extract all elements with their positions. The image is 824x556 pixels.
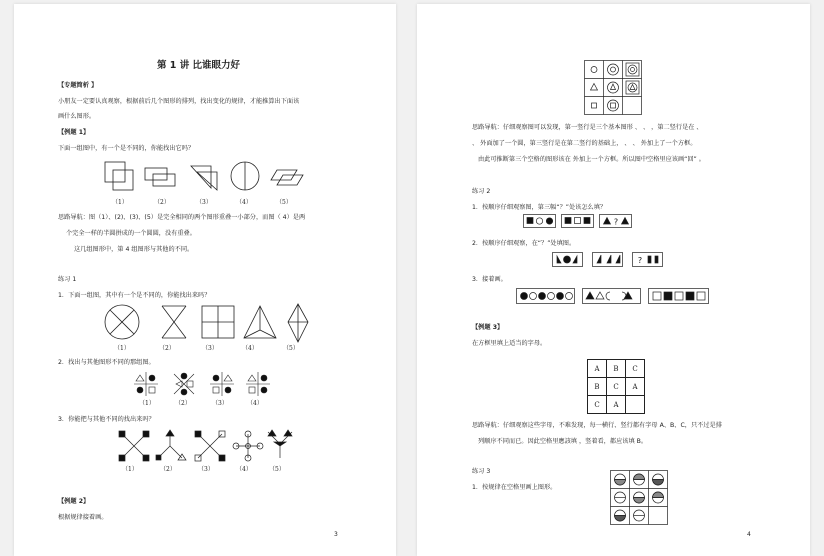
practice1-q3-label-4: （4） [236,466,252,473]
practice1-q1-label-1: （1） [114,345,130,352]
practice1-q2-label-1: （1） [139,400,155,407]
example1-label-4: （4） [236,199,252,206]
example2-guide-3: 由此可推断第三个空格的图形该在 外加上一个方框。所以图中空格里应该画“回” 。 [478,156,705,163]
example1-label-5: （5） [276,199,292,206]
sequence-box-9 [649,289,709,304]
example1-question: 下面一组图中，有一个是不同的，你能找出它吗？ [58,145,195,152]
grid-cell: A [588,360,607,378]
practice2-question-2: 2．按顺序仔细观察，在“？”处填图。 [472,240,576,247]
grid-cell: C [607,378,626,396]
example1-guide-3: 这几组图形中，第 4 组图形与其他的不同。 [74,246,194,253]
page-number: 4 [747,531,751,538]
question-mark-2: ? [637,256,643,265]
overlap-squares-shape-1b [113,170,133,190]
practice2-heading: 练习 2 [472,188,491,195]
grid-cell: B [607,360,626,378]
example3-letter-grid [587,359,645,414]
grid-cell-empty [626,396,645,414]
example1-label-3: （3） [196,199,212,206]
overlap-triangles-shape-3b [197,172,217,190]
practice2-q2-sequence [552,252,672,268]
grid-cell: A [626,378,645,396]
practice3-circle-grid [610,470,670,528]
example3-question: 在方框里填上适当的字母。 [472,340,547,347]
intro-line-1: 小朋友一定要认真观察，根据前后几个图形的排列，找出变化的规律，才能推算出下面该 [58,98,300,105]
symbol-group-3 [210,372,234,396]
example2-question: 根据规律接着画。 [58,514,108,521]
practice1-q3-label-2: （2） [160,466,176,473]
practice2-question-1: 1．按顺序仔细观察图，第三幅“？”处该怎么填？ [472,204,607,211]
practice3-question-1: 1．按规律在空格里画上图形。 [472,484,557,491]
example1-guide-2: 个完全一样的半圆拼成的一个圆圆，没有重叠。 [66,230,196,237]
grid-border [585,61,642,115]
practice1-q3-label-3: （3） [198,466,214,473]
practice2-question-3: 3．接着画。 [472,276,507,283]
practice1-question-2: 2．找出与其他图形不同的那组图。 [58,359,155,366]
circle-cross-symbol [233,431,263,461]
practice3-heading: 练习 3 [472,468,491,475]
lesson-title: 第 1 讲 比谁眼力好 [157,60,241,71]
symbol-group-1 [134,372,158,396]
square-icon [592,103,597,108]
example1-guide-1: 思路导航：图（1）、(2)、(3)、(5）是完全相同的两个图形重叠一小部分，而图（ 4）是两 [58,214,306,221]
practice1-q2-figures [134,372,274,400]
example3-guide-2: 列顺序不同而已。因此空格里應該填 ，竖着看，都应该填 B。 [478,438,648,445]
practice1-q1-figures [102,302,312,344]
example1-heading: 【例题 1】 [58,129,90,136]
grid-cell: A [607,396,626,414]
tri-branch-symbol-2 [268,430,292,458]
circle-icon [591,67,597,73]
example2-guide-1: 思路导航：仔细观察图可以发现，第一竖行是三个基本图形 、 、 ，第二竖行是在 、 [472,124,703,131]
grid-cell: C [626,360,645,378]
practice1-q1-label-3: （3） [202,345,218,352]
symbol-group-4 [246,372,270,396]
overlap-triangles-shape-3a [191,166,211,188]
example3-guide-1: 思路导航：仔细观察这些字母，不难发现，每一横行、竖行都有字母 A、B、C，只不过是排 [472,422,722,429]
triangle-icon [591,84,598,91]
practice1-q2-label-4: （4） [247,400,263,407]
example1-label-2: （2） [154,199,170,206]
practice1-q2-label-2: （2） [175,400,191,407]
example1-label-1: （1） [112,199,128,206]
cross-squares-symbol-2 [195,431,225,461]
practice1-q1-label-4: （4） [242,345,258,352]
practice1-q2-label-3: （3） [212,400,228,407]
practice1-question-3: 3．你能把与其他不同的找出来吗？ [58,416,155,423]
right-page [417,4,810,556]
topic-heading: 【专题简析 】 [58,82,98,89]
overlap-squares-shape-1a [105,162,125,182]
practice1-q3-label-5: （5） [269,466,285,473]
page-number: 3 [334,531,338,538]
left-page [14,4,396,556]
practice1-q3-figures [118,430,294,464]
practice1-q1-label-5: （5） [283,345,299,352]
symbol-group-2 [174,373,194,395]
example2-guide-2: 、 外面加了一个圆，第三竖行是在第二竖行的基础上， 、 、 外加上了一个方框。 [472,140,697,147]
tri-branch-symbol-1 [156,430,186,460]
cross-squares-symbol [119,431,149,461]
example2-grid [584,60,644,116]
practice1-question-1: 1．下面一组图，其中有一个是不同的，你能找出来吗？ [58,292,211,299]
half-circle-icons [615,474,664,521]
example2-heading: 【例题 2】 [58,498,90,505]
practice1-heading: 练习 1 [58,276,77,283]
example3-heading: 【例题 3】 [472,324,504,331]
grid-cell: B [588,378,607,396]
question-mark-1: ? [613,217,619,227]
grid-cell: C [588,396,607,414]
practice1-q3-label-1: （1） [122,466,138,473]
intro-line-2: 画什么图形。 [58,113,96,120]
practice2-q1-sequence [523,214,673,230]
practice2-q3-sequence [516,288,716,306]
practice1-q1-label-2: （2） [159,345,175,352]
